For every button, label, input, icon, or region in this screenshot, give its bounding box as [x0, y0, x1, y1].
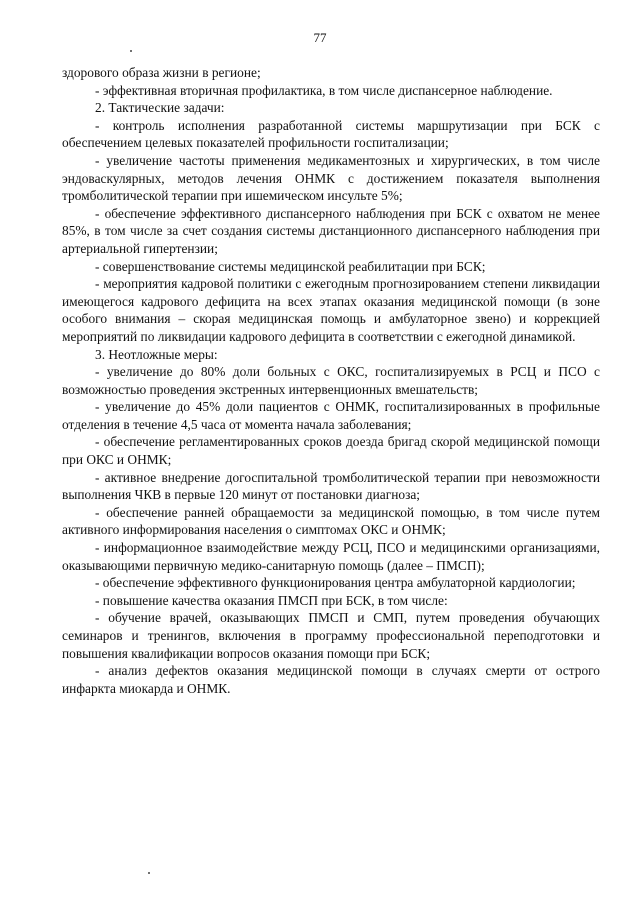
section-heading: 2. Тактические задачи:: [95, 100, 225, 116]
paragraph: - контроль исполнения разработанной системы маршрутизации при БСК с обеспечением целевых показателей профильности госпитализации;: [62, 117, 600, 151]
paragraph: - обучение врачей, оказывающих ПМСП и СМП, путем проведения обучающих семинаров и тренингов, включения в программу профессиональной переподготовки и повышения квалификации вопросов оказания помощи при БСК;: [62, 610, 600, 661]
document-body: [62, 64, 600, 697]
paragraph: - обеспечение ранней обращаемости за медицинской помощью, в том числе путем активного информирования населения о симптомах ОКС и ОНМК;: [62, 504, 600, 538]
section-heading: 3. Неотложные меры:: [95, 346, 218, 362]
paragraph: - обеспечение эффективного диспансерного наблюдения при БСК с охватом не менее 85%, в том числе за счет создания системы дистанционного диспансерного наблюдения при артериальной гипертензии;: [62, 205, 600, 256]
scan-speck-bottom: [148, 872, 150, 874]
paragraph: - увеличение частоты применения медикаментозных и хирургических, в том числе эндоваскулярных, методов лечения ОНМК с достижением показателя выполнения тромболитической терапии при ишемическом инсульте 5%;: [62, 152, 600, 204]
page-number: 77: [313, 30, 327, 45]
scan-speck-top: [130, 50, 132, 52]
paragraph: - увеличение до 45% доли пациентов с ОНМК, госпитализированных в профильные отделения в течение 4,5 часа от момента начала заболевания;: [62, 399, 600, 432]
paragraph: - анализ дефектов оказания медицинской помощи в случаях смерти от острого инфаркта миокарда и ОНМК.: [62, 663, 600, 696]
paragraph: - информационное взаимодействие между РСЦ, ПСО и медицинскими организациями, оказывающими первичную медико-санитарную помощь (далее – ПМСП);: [62, 540, 600, 573]
paragraph: - обеспечение регламентированных сроков доезда бригад скорой медицинской помощи при ОКС и ОНМК;: [62, 434, 600, 468]
paragraph: - повышение качества оказания ПМСП при БСК, в том числе:: [95, 592, 448, 608]
paragraph: - совершенствование системы медицинской реабилитации при БСК;: [95, 258, 486, 274]
paragraph: - активное внедрение догоспитальной тромболитической терапии при невозможности выполнения ЧКВ в первые 120 минут от постановки диагноза;: [62, 469, 600, 503]
paragraph: - эффективная вторичная профилактика, в том числе диспансерное наблюдение.: [95, 82, 553, 98]
paragraph: - увеличение до 80% доли больных с ОКС, госпитализируемых в РСЦ и ПСО с возможностью проведения экстренных интервенционных вмешательств;: [62, 364, 600, 397]
paragraph: - обеспечение эффективного функционирования центра амбулаторной кардиологии;: [95, 575, 576, 591]
paragraph: здорового образа жизни в регионе;: [62, 65, 261, 80]
paragraph: - мероприятия кадровой политики с ежегодным прогнозированием степени ликвидации имеющегося кадрового дефицита на всех этапах оказания медицинской помощи (в зоне особого внимания – скорая медицинская помощь и амбулаторное звено) и коррекцией мероприятий по ликвидации кадрового дефицита в соответствии с ежегодной динамикой.: [62, 276, 600, 344]
